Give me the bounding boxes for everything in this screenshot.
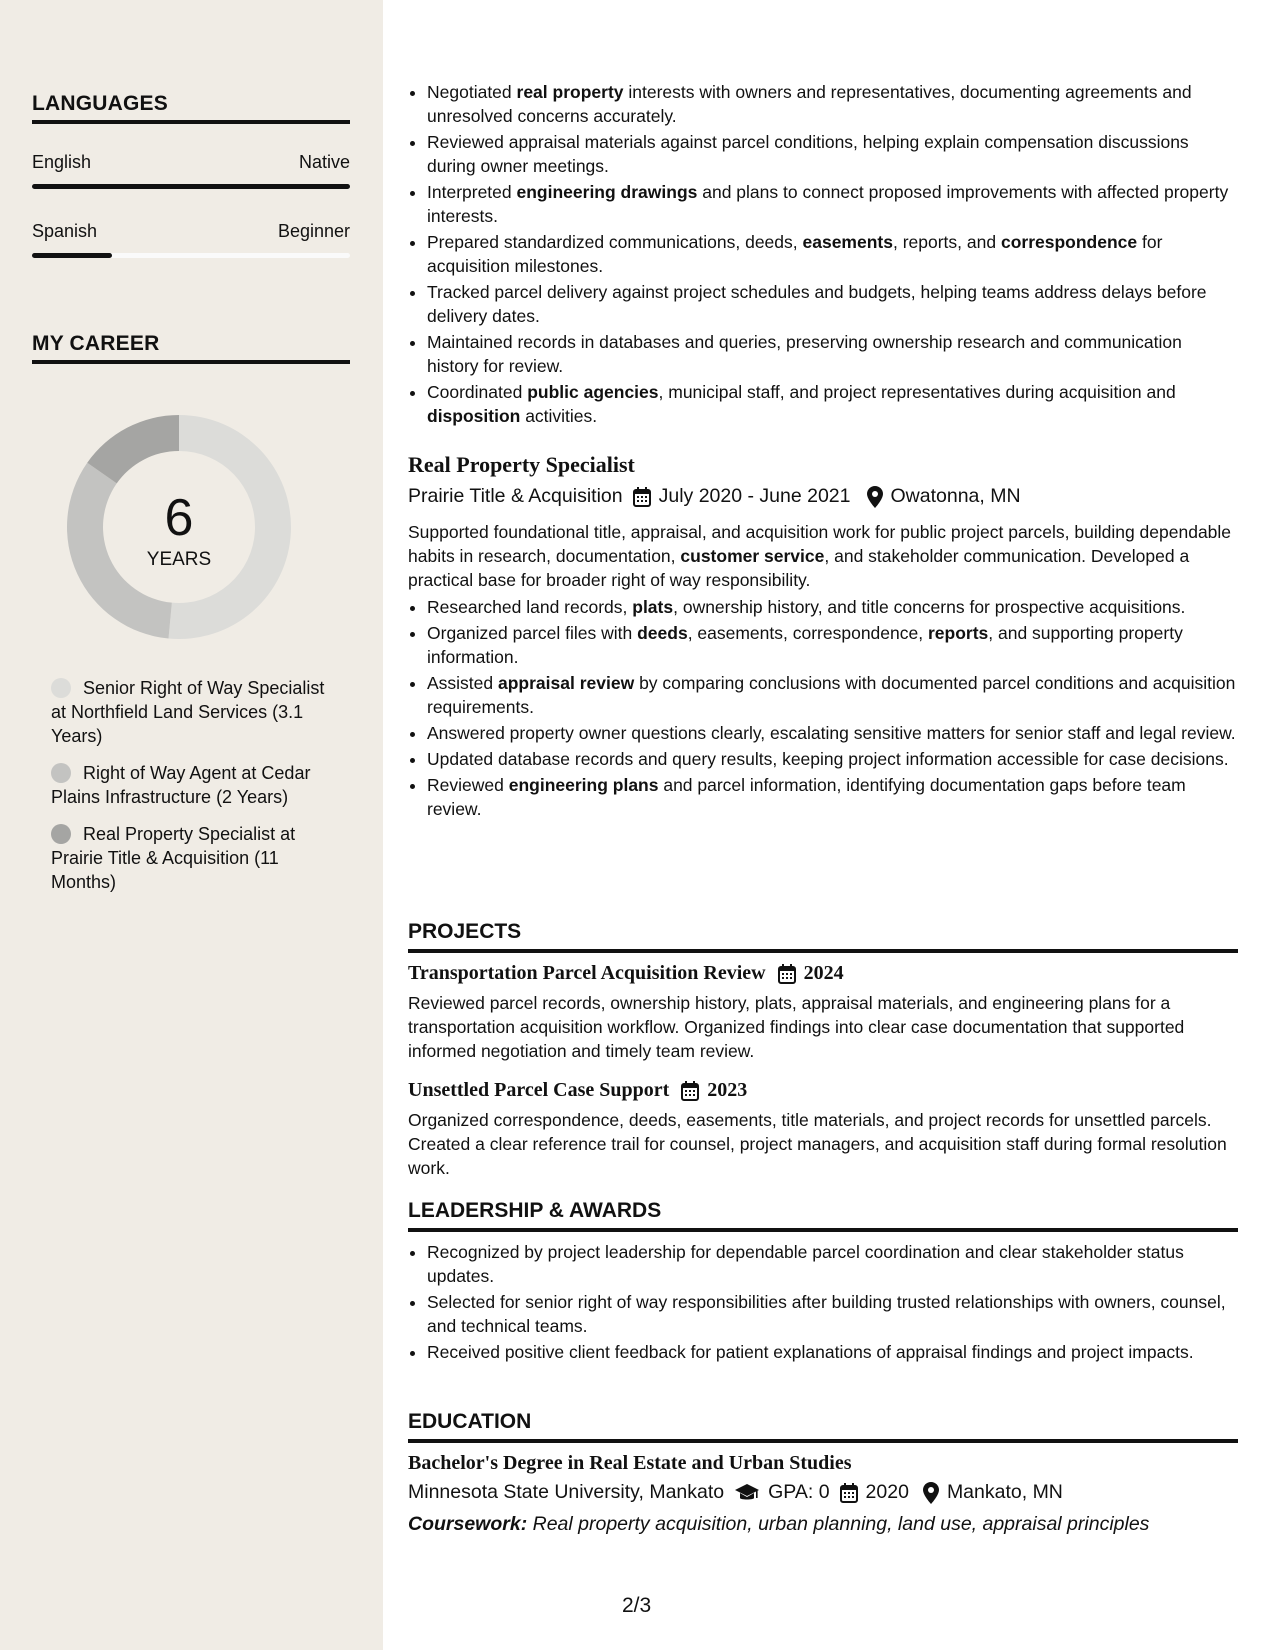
bullet-item: • Received positive client feedback for patient explanations of appraisal findings and project impacts. [427,1340,1238,1364]
bullet-item: • Maintained records in databases and queries, preserving ownership research and communication history for review. [427,330,1238,378]
legend-item [51,761,341,809]
location-pin-icon [923,1482,939,1504]
language-level: Native [298,152,350,172]
bullet-item: • Prepared standardized communications, deeds, easements, reports, and correspondence for acquisition milestones. [427,230,1238,278]
project-name: Transportation Parcel Acquisition Review [408,962,766,984]
project-title [408,1079,747,1102]
location-pin-icon [867,486,883,508]
bullet-item: • Coordinated public agencies, municipal staff, and project representatives during acquisition and disposition activities. [427,380,1238,428]
career-legend [51,676,341,907]
coursework-text: Real property acquisition, urban planning, land use, appraisal principles [532,1513,1150,1535]
project-year: 2024 [803,962,844,984]
education-school: Minnesota State University, Mankato [408,1481,725,1503]
language-bar-english [32,184,350,189]
language-level: Beginner [277,221,350,241]
bullet-item: • Reviewed appraisal materials against parcel conditions, helping explain compensation discussions during owner meetings. [427,130,1238,178]
job-location: Owatonna, MN [890,485,1021,507]
career-years-number: 6 [164,489,194,547]
bullet-item: • Assisted appraisal review by comparing conclusions with documented parcel conditions and acquisition requirements. [427,671,1238,719]
language-bar-fill [32,184,350,189]
language-bar-spanish [32,253,350,258]
education-coursework [408,1512,1258,1536]
languages-heading: LANGUAGES [32,92,350,124]
bullet-item: • Tracked parcel delivery against project schedules and budgets, helping teams address delays before delivery dates. [427,280,1238,328]
legend-item [51,676,341,748]
coursework-label: Coursework: [408,1513,528,1535]
legend-label: Real Property Specialist at Prairie Title & Acquisition (11 Months) [51,824,296,892]
sidebar [0,0,383,1650]
language-name: English [32,152,92,172]
language-spanish [32,221,350,242]
graduation-cap-icon [734,1483,760,1503]
projects-heading: PROJECTS [408,920,1238,953]
bullet-item: • Negotiated real property interests with owners and representatives, documenting agreements and unresolved concerns accurately. [427,80,1238,128]
project-title [408,962,844,985]
career-years-label: YEARS [146,549,212,570]
bullet-item: • Answered property owner questions clearly, escalating sensitive matters for senior staff and legal review. [427,721,1238,745]
career-heading: MY CAREER [32,332,350,364]
legend-item [51,822,341,894]
bullet-item: • Organized parcel files with deeds, easements, correspondence, reports, and supporting property information. [427,621,1238,669]
bullet-item: • Reviewed engineering plans and parcel information, identifying documentation gaps before team review. [427,773,1238,821]
job-company: Prairie Title & Acquisition [408,485,623,507]
legend-dot [51,678,71,698]
job-meta [408,485,1021,508]
language-english [32,152,350,173]
previous-job-bullets [408,80,1238,430]
leadership-bullets [408,1240,1238,1366]
job-bullets [408,595,1238,823]
leadership-heading: LEADERSHIP & AWARDS [408,1199,1238,1232]
bullet-item: • Interpreted engineering drawings and plans to connect proposed improvements with affected property interests. [427,180,1238,228]
bullet-item: • Recognized by project leadership for dependable parcel coordination and clear stakeholder status updates. [427,1240,1238,1288]
education-heading: EDUCATION [408,1410,1238,1443]
education-year: 2020 [865,1481,909,1503]
bullet-item: • Updated database records and query results, keeping project information accessible for case decisions. [427,747,1238,771]
legend-label: Senior Right of Way Specialist at Northfield Land Services (3.1 Years) [51,678,325,746]
project-description: Organized correspondence, deeds, easements, title materials, and project records for unsettled parcels. Created a clear reference trail for counsel, project managers, and acquisition staff during formal resolution work. [408,1110,1227,1178]
legend-label: Right of Way Agent at Cedar Plains Infrastructure (2 Years) [51,763,311,807]
calendar-icon [840,1483,858,1503]
main-content [383,0,1275,1650]
calendar-icon [778,964,796,984]
job-dates: July 2020 - June 2021 [658,485,851,507]
bullet-item: • Researched land records, plats, ownership history, and title concerns for prospective acquisitions. [427,595,1238,619]
page-number: 2/3 [622,1594,652,1617]
project-name: Unsettled Parcel Case Support [408,1079,670,1101]
education-degree: Bachelor's Degree in Real Estate and Urban Studies [408,1452,852,1474]
calendar-icon [681,1081,699,1101]
education-location: Mankato, MN [946,1481,1063,1503]
legend-dot [51,824,71,844]
education-gpa: GPA: 0 [768,1481,830,1503]
language-bar-fill [32,253,112,258]
job-summary: Supported foundational title, appraisal, and acquisition work for public project parcels, building dependable habits in research, documentation, customer service, and stakeholder communication. Developed a practical base for broader right of way responsibility. [408,522,1232,590]
legend-dot [51,763,71,783]
education-meta [408,1481,1063,1504]
project-description: Reviewed parcel records, ownership history, plats, appraisal materials, and engineering plans for a transportation acquisition workflow. Organized findings into clear case documentation that supported informed negotiation and timely team review. [408,993,1185,1061]
language-name: Spanish [32,221,98,241]
project-year: 2023 [707,1079,748,1101]
calendar-icon [633,487,651,507]
job-title: Real Property Specialist [408,452,635,477]
bullet-item: • Selected for senior right of way responsibilities after building trusted relationships with owners, counsel, and technical teams. [427,1290,1238,1338]
